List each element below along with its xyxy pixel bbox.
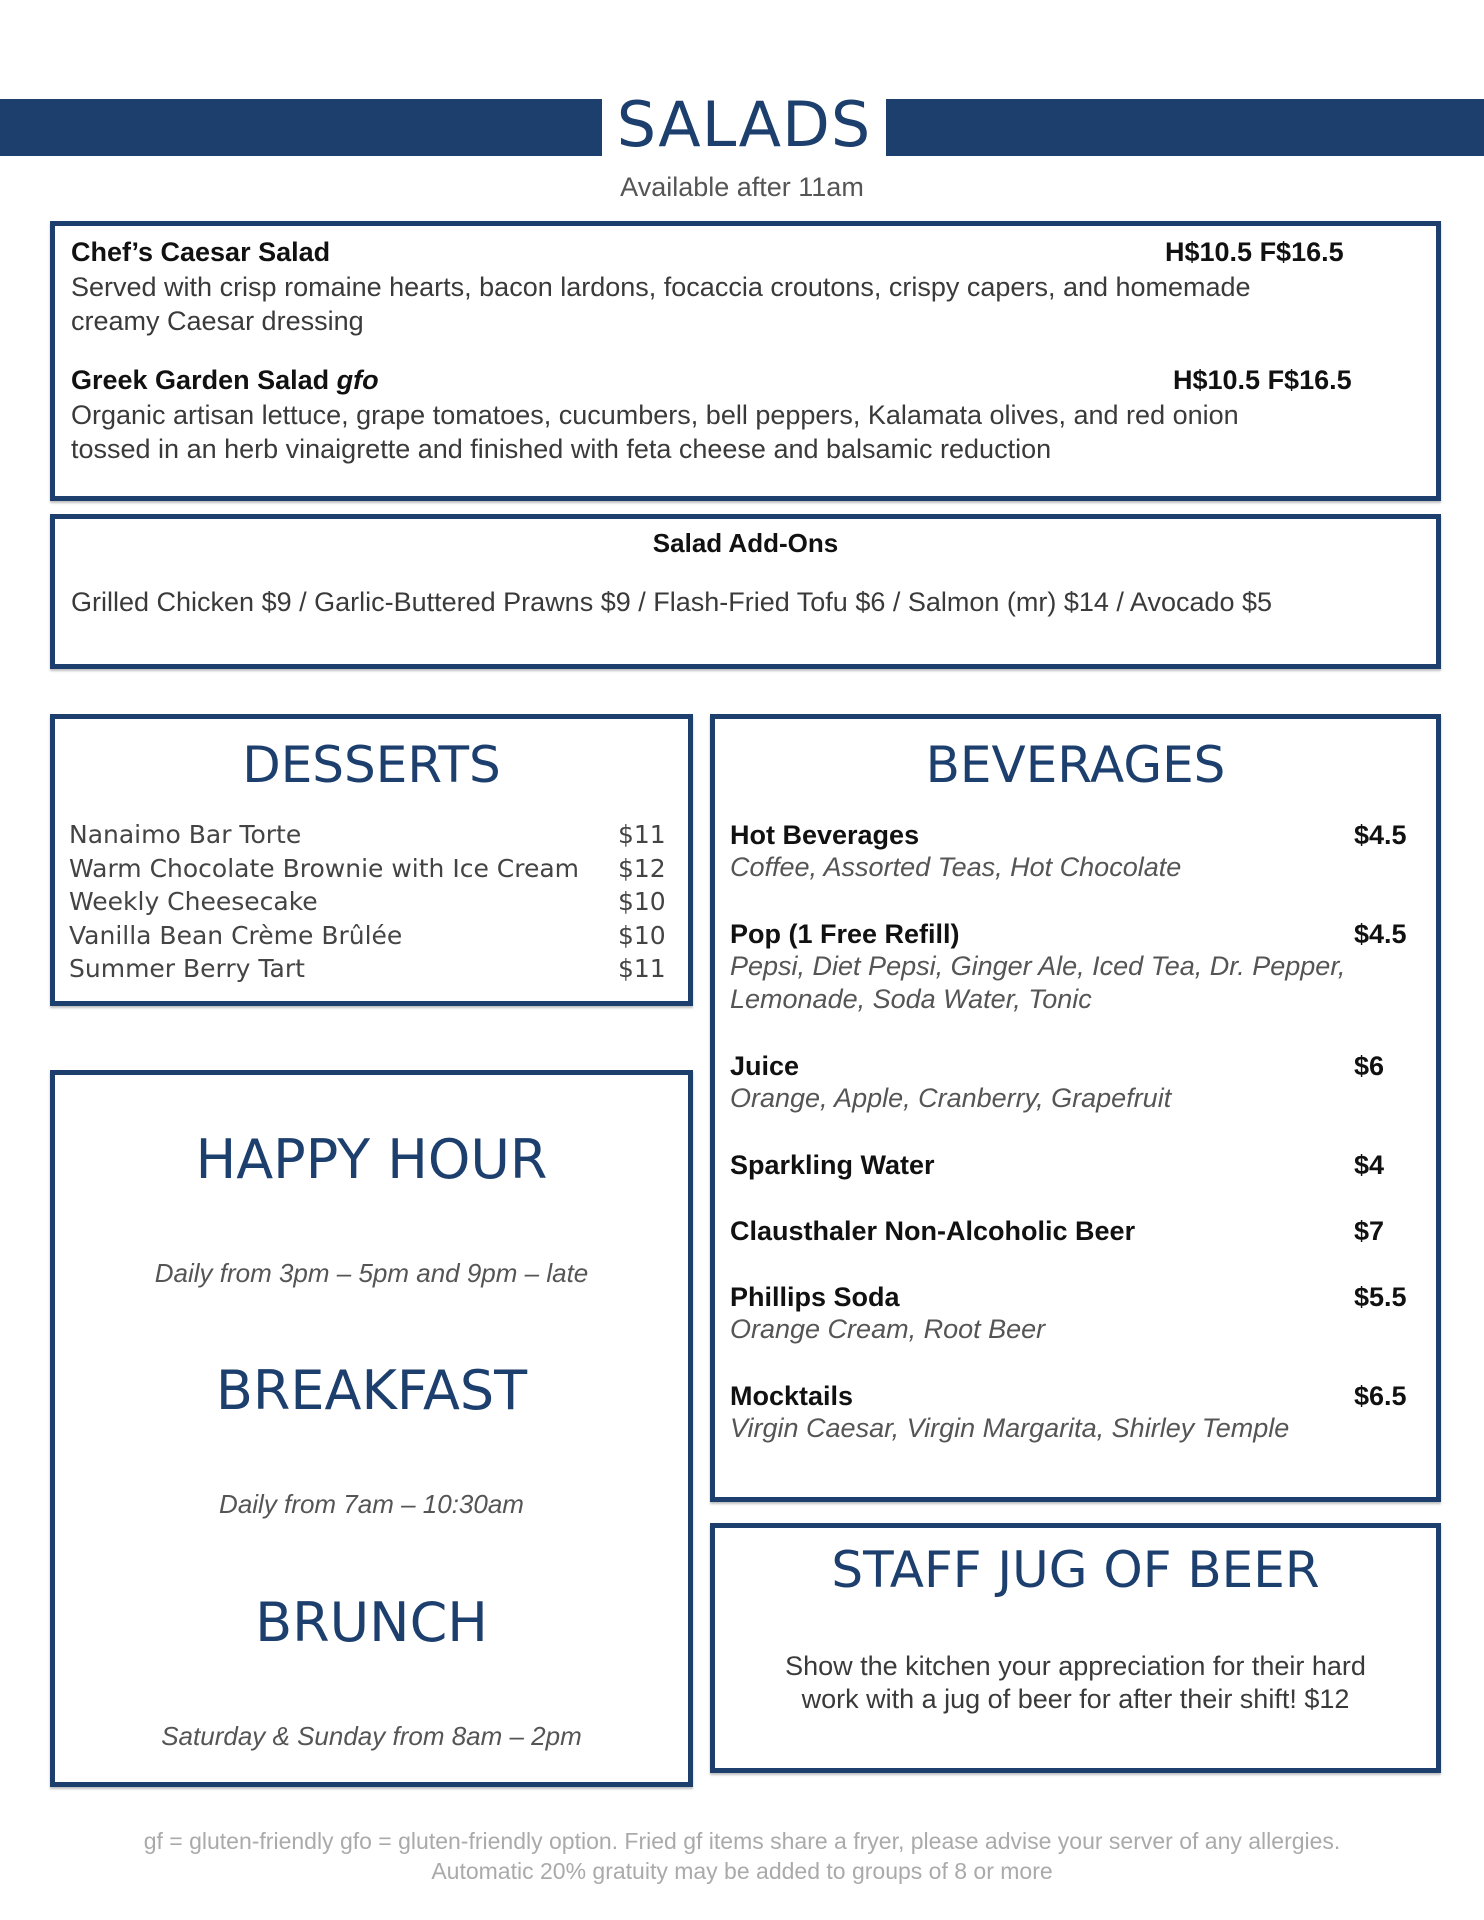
happy-hour-title: HAPPY HOUR [195, 1128, 548, 1191]
beverage-item-pop [730, 919, 1406, 1016]
beverage-price: $4.5 [1354, 919, 1407, 949]
beverage-name: Sparkling Water [730, 1150, 935, 1180]
happy-hour-section [55, 1128, 688, 1191]
brunch-section [55, 1591, 688, 1654]
salads-header-bar-left [0, 99, 602, 156]
beverage-name: Pop (1 Free Refill) [730, 919, 960, 949]
salad-description: Organic artisan lettuce, grape tomatoes, cucumbers, bell peppers, Kalamata olives, and red onion tossed in an herb vinaigrette and finished with feta cheese and balsamic reduction [71, 400, 1239, 464]
addons-list: Grilled Chicken $9 / Garlic-Buttered Prawns $9 / Flash-Fried Tofu $6 / Salmon (mr) $14 / Avocado $5 [71, 587, 1273, 617]
footer-notes [0, 1826, 1484, 1886]
hours-box [50, 1070, 693, 1787]
beverages-box [710, 714, 1441, 1502]
salad-price: H$10.5 F$16.5 [1165, 237, 1344, 267]
beverage-price: $6 [1354, 1051, 1385, 1081]
breakfast-time-wrap [55, 1489, 688, 1520]
beverage-description: Orange Cream, Root Beer [730, 1314, 1046, 1344]
breakfast-title: BREAKFAST [215, 1359, 528, 1422]
happy-hour-time: Daily from 3pm – 5pm and 9pm – late [154, 1258, 589, 1288]
beverage-name: Hot Beverages [730, 820, 920, 850]
salad-item-greek [71, 365, 1420, 466]
salads-title: SALADS [616, 88, 872, 161]
gfo-tag: gfo [336, 365, 379, 395]
beverage-name: Clausthaler Non-Alcoholic Beer [730, 1216, 1136, 1246]
salads-header-bar-right [886, 99, 1484, 156]
dessert-item: Nanaimo Bar Torte $11 [69, 820, 666, 849]
brunch-time: Saturday & Sunday from 8am – 2pm [161, 1721, 582, 1751]
beverage-price: $7 [1354, 1216, 1385, 1246]
beverage-name: Phillips Soda [730, 1282, 900, 1312]
addons-title: Salad Add-Ons [652, 528, 839, 558]
salad-name: Greek Garden Salad gfo [71, 365, 379, 395]
salad-price: H$10.5 F$16.5 [1173, 365, 1352, 395]
staff-jug-description: Show the kitchen your appreciation for their hard work with a jug of beer for after their shift! $12 [785, 1651, 1366, 1714]
breakfast-section [55, 1359, 688, 1422]
dessert-list [69, 820, 668, 988]
desserts-title: DESSERTS [242, 736, 501, 794]
dessert-item: Summer Berry Tart $11 [69, 954, 666, 983]
beverage-item-mocktails [730, 1381, 1406, 1445]
beverage-item-hot [730, 820, 1406, 884]
desserts-box [50, 714, 693, 1006]
dessert-item: Vanilla Bean Crème Brûlée $10 [69, 920, 666, 950]
brunch-title: BRUNCH [255, 1591, 488, 1654]
salad-name: Chef’s Caesar Salad [71, 237, 331, 267]
beverage-description: Orange, Apple, Cranberry, Grapefruit [730, 1083, 1172, 1113]
salad-item-caesar [71, 237, 1420, 338]
beverage-item-clausthaler [730, 1216, 1406, 1247]
beverage-name: Mocktails [730, 1381, 854, 1411]
beverage-item-phillips [730, 1282, 1406, 1346]
staff-jug-box [710, 1523, 1441, 1773]
breakfast-time: Daily from 7am – 10:30am [219, 1489, 524, 1519]
beverage-description: Coffee, Assorted Teas, Hot Chocolate [730, 852, 1182, 882]
salads-subtitle: Available after 11am [620, 172, 864, 202]
footer-allergy-note: gf = gluten-friendly gfo = gluten-friendly option. Fried gf items share a fryer, please advise your server of any allergies. [143, 1828, 1341, 1854]
beverage-item-sparkling [730, 1150, 1406, 1181]
salad-addons-box [50, 514, 1441, 669]
footer-gratuity-note: Automatic 20% gratuity may be added to groups of 8 or more [431, 1858, 1053, 1884]
salads-box [50, 221, 1441, 501]
beverage-price: $5.5 [1354, 1282, 1407, 1312]
beverage-price: $4 [1354, 1150, 1385, 1180]
beverages-title: BEVERAGES [925, 736, 1226, 794]
beverage-description: Pepsi, Diet Pepsi, Ginger Ale, Iced Tea, Dr. Pepper, Lemonade, Soda Water, Tonic [730, 951, 1346, 1014]
beverage-price: $4.5 [1354, 820, 1407, 850]
dessert-item: Warm Chocolate Brownie with Ice Cream $12 [69, 853, 666, 883]
salad-description: Served with crisp romaine hearts, bacon lardons, focaccia croutons, crispy capers, and homemade creamy Caesar dressing [71, 272, 1251, 336]
beverage-description: Virgin Caesar, Virgin Margarita, Shirley Temple [730, 1413, 1290, 1443]
dessert-item: Weekly Cheesecake $10 [69, 887, 666, 916]
staff-jug-title: STAFF JUG OF BEER [831, 1541, 1320, 1599]
brunch-time-wrap [55, 1721, 688, 1752]
beverage-price: $6.5 [1354, 1381, 1407, 1411]
beverage-name: Juice [730, 1051, 800, 1081]
happy-hour-time-wrap [55, 1258, 688, 1289]
beverage-item-juice [730, 1051, 1406, 1115]
